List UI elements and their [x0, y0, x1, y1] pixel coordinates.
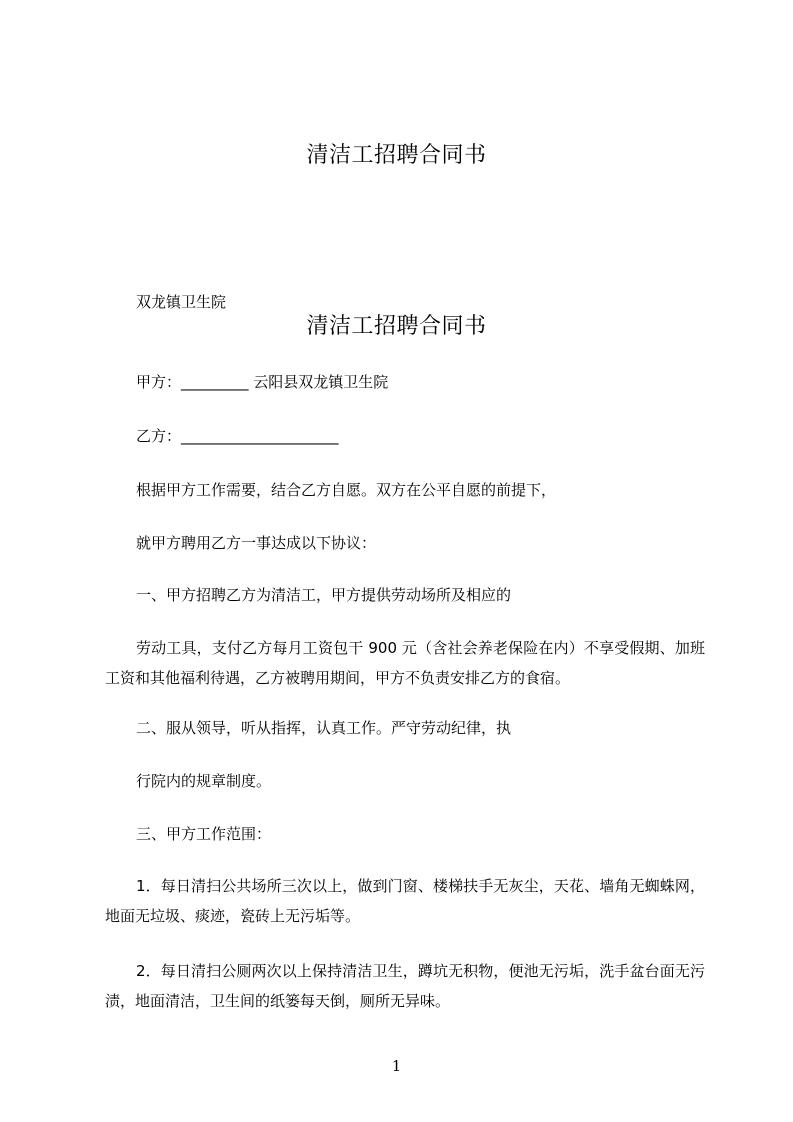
clause-3-heading: 三、甲方工作范围：	[136, 825, 272, 843]
document-title-top: 清洁工招聘合同书	[306, 143, 487, 168]
clause-1-body: 劳动工具，支付乙方每月工资包干 900 元（含社会养老保险在内）不享受假期、加班工资和其他福利待遇，乙方被聘用期间，甲方不负责安排乙方的食宿。	[105, 639, 705, 687]
organization-name: 双龙镇卫生院	[136, 293, 227, 311]
page-number: 1	[391, 1057, 402, 1075]
party-a-line: 甲方：_________ 云阳县双龙镇卫生院	[136, 373, 389, 391]
document-title-main: 清洁工招聘合同书	[306, 314, 487, 339]
intro-line-1: 根据甲方工作需要，结合乙方自愿。双方在公平自愿的前提下，	[136, 481, 557, 499]
clause-2-heading: 二、服从领导，听从指挥，认真工作。严守劳动纪律，执	[136, 719, 512, 737]
clause-1-heading: 一、甲方招聘乙方为清洁工，甲方提供劳动场所及相应的	[136, 586, 512, 604]
party-b-line: 乙方：_____________________	[136, 427, 339, 445]
intro-line-2: 就甲方聘用乙方一事达成以下协议：	[136, 534, 377, 552]
clause-3-item-1: 1．每日清扫公共场所三次以上，做到门窗、楼梯扶手无灰尘，天花、墙角无蜘蛛网，地面无垃圾、痰迹，瓷砖上无污垢等。	[105, 877, 705, 925]
clause-2-body: 行院内的规章制度。	[136, 772, 272, 790]
clause-3-item-2: 2．每日清扫公厕两次以上保持清洁卫生，蹲坑无积物，便池无污垢，洗手盆台面无污渍，地面清洁，卫生间的纸篓每天倒，厕所无异味。	[105, 962, 705, 1010]
